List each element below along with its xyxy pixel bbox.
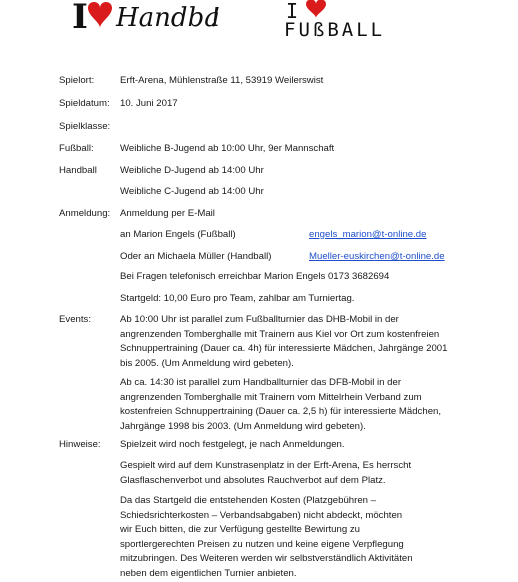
events-label: Events: [59,314,91,325]
hinweise-p3-line: sportlergerechten Preisen zu nutzen und keine eigene Verpflegung [120,538,404,550]
i-love-handball-logo [70,0,220,38]
contact-1-name: an Marion Engels (Fußball) [120,229,236,240]
spielort-value: Erft-Arena, Mühlenstraße 11, 53919 Weilerswist [120,75,324,86]
hinweise-paragraph-3 [120,494,470,582]
spielort-label: Spielort: [59,75,95,86]
contact-2-name: Oder an Michaela Müller (Handball) [120,251,272,262]
hinweise-p1-line: Spielzeit wird noch festgelegt, je nach Anmeldungen. [120,439,345,450]
anmeldung-label: Anmeldung: [59,208,111,219]
hinweise-p3-line: Da das Startgeld die entstehenden Kosten (Platzgebühren – [120,495,377,506]
logo-handball-suffix: ! [210,3,220,33]
hinweise-p2-line: Gespielt wird auf dem Kunstrasenplatz in der Erft-Arena, Es herrscht [120,460,412,471]
fussball-label: Fußball: [59,143,94,154]
logo-fussball-word: FUßBALL [284,19,386,40]
spieldatum-value: 10. Juni 2017 [120,98,178,109]
contact-1-email-link[interactable]: engels_marion@t-online.de [309,229,427,240]
startgeld-line: Startgeld: 10,00 Euro pro Team, zahlbar am Turniertag. [120,293,355,304]
hinweise-paragraph-1 [120,438,470,453]
events-p2-line: Jahrgänge 1998 bis 2003. (Um Anmeldung wird gebeten). [120,420,366,432]
logo-handball-word: Handba [116,3,220,33]
phone-line: Bei Fragen telefonisch erreichbar Marion Engels 0173 3682694 [120,271,390,282]
hinweise-label: Hinweise: [59,439,101,450]
events-paragraph-2 [120,376,470,434]
contact-2-email-link[interactable]: Mueller-euskirchen@t-online.de [309,251,445,262]
events-p1-line: Ab 10:00 Uhr ist parallel zum Fußballturnier das DHB-Mobil in der [120,314,399,325]
hinweise-paragraph-2 [120,459,470,488]
events-p2-line: Ab ca. 14:30 ist parallel zum Handballturnier das DFB-Mobil in der [120,377,402,388]
events-paragraph-1 [120,313,470,371]
events-p2-line: kostenfreien Schnuppertraining (Dauer ca. 2,5 h) für interessierte Mädchen, [120,406,442,418]
fussball-value: Weibliche B-Jugend ab 10:00 Uhr, 9er Mannschaft [120,143,335,154]
hinweise-p3-line: neben dem eigentlichen Turnier anbieten. [120,567,297,579]
hinweise-p3-line: Schiedsrichterkosten – Verbandsabgaben) nicht abdeckt, möchten [120,509,403,521]
events-p1-line: bis 2005. (Um Anmeldung wird gebeten). [120,357,294,369]
events-p1-line: angrenzenden Tomberghalle mit Trainern aus Kiel vor Ort zum kostenfreien [120,328,440,340]
i-love-fussball-graphic [282,0,462,40]
heart-icon [306,0,326,18]
hinweise-p2-line: Glasflaschenverbot und absolutes Rauchverbot auf dem Platz. [120,474,386,486]
heart-icon [88,2,112,28]
hinweise-p3-line: wir Euch bitten, die zur Verfügung gestellte Bewirtung zu [120,524,360,536]
handball-label: Handball [59,165,97,176]
spieldatum-label: Spieldatum: [59,98,110,109]
logo-handball-prefix: I [72,0,88,37]
i-love-fussball-logo [282,0,462,40]
spielklasse-label: Spielklasse: [59,121,111,132]
events-p2-line: angrenzenden Tomberghalle mit Trainern vom Mittelrhein Verband zum [120,391,422,403]
handball-value-1: Weibliche D-Jugend ab 14:00 Uhr [120,165,264,176]
handball-value-2: Weibliche C-Jugend ab 14:00 Uhr [120,186,264,197]
logo-fussball-prefix: I [286,0,299,23]
hinweise-p3-line: mitzubringen. Des Weiteren werden wir selbstverständlich Aktivitäten [120,553,413,565]
anmeldung-value: Anmeldung per E-Mail [120,208,215,219]
i-love-handball-graphic [70,0,220,38]
events-p1-line: Schnuppertraining (Dauer ca. 4h) für interessierte Mädchen, Jahrgänge 2001 [120,343,448,355]
